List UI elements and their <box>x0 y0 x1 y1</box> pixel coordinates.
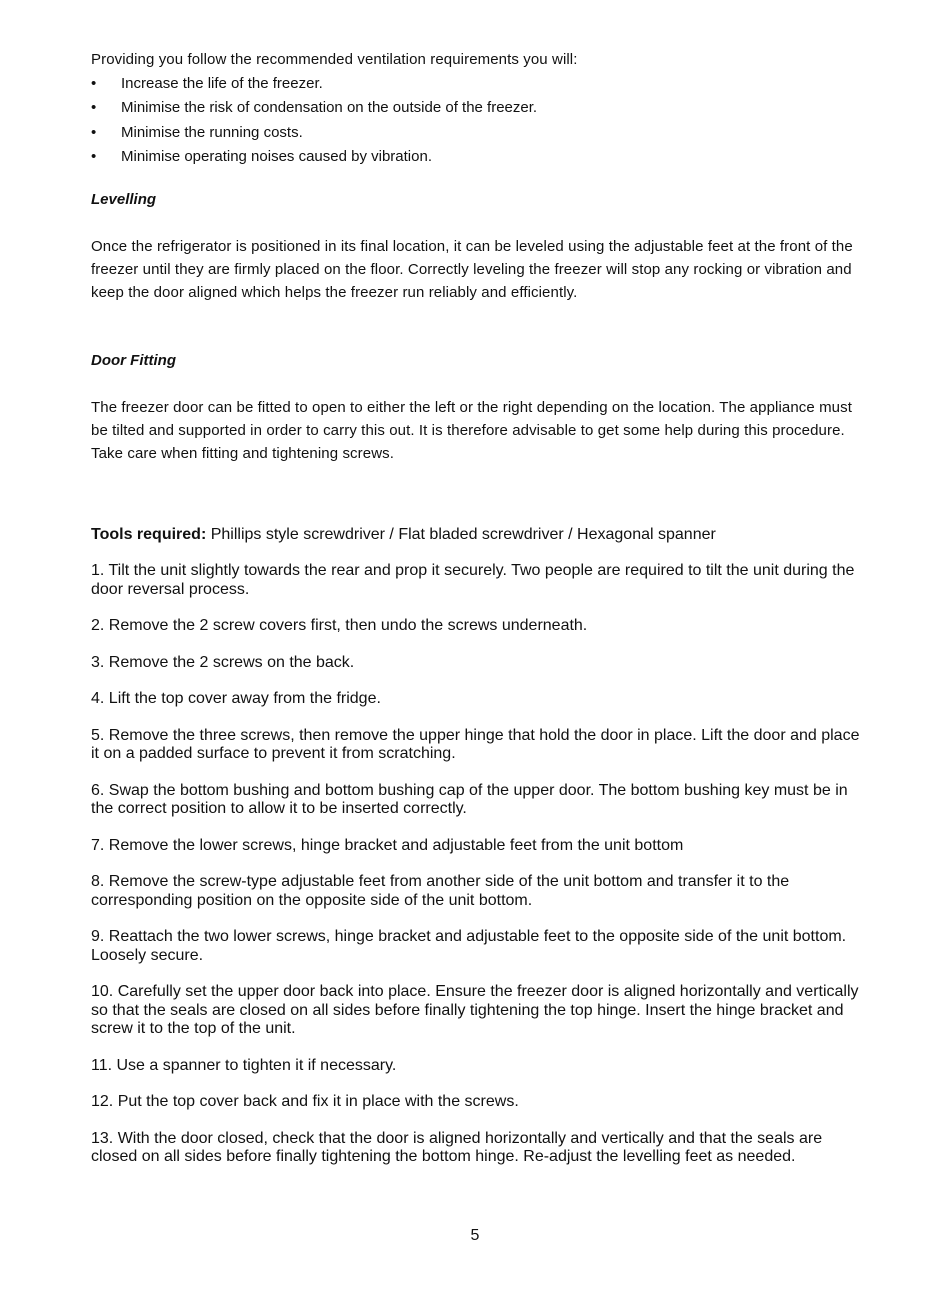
list-item-text: Increase the life of the freezer. <box>121 75 323 92</box>
bullet-icon: • <box>91 123 97 141</box>
door-reversal-steps <box>91 562 863 1185</box>
step-item: 7. Remove the lower screws, hinge bracket and adjustable feet from the unit bottom <box>91 836 684 854</box>
step-item: 2. Remove the 2 screw covers first, then undo the screws underneath. <box>91 617 588 634</box>
levelling-paragraph: Once the refrigerator is positioned in its final location, it can be leveled using the adjustable feet at the front of the freezer until they are firmly placed on the floor. Correctly leveling the freezer will stop any rocking or vibration and keep the door aligned which helps the freezer run reliably and efficiently. <box>91 238 853 301</box>
step-item: 3. Remove the 2 screws on the back. <box>91 653 355 671</box>
step-item: 8. Remove the screw-type adjustable feet from another side of the unit bottom and transfer it to the corresponding position on the opposite side of the unit bottom. <box>91 873 790 909</box>
benefits-list <box>91 72 871 169</box>
intro-text: Providing you follow the recommended ventilation requirements you will: <box>91 51 578 68</box>
bullet-icon: • <box>91 147 97 165</box>
list-item <box>91 72 871 96</box>
bullet-icon: • <box>91 99 97 117</box>
list-item <box>91 145 871 169</box>
tools-label: Tools required: <box>91 526 207 543</box>
tools-required <box>91 525 871 545</box>
step-item: 6. Swap the bottom bushing and bottom bushing cap of the upper door. The bottom bushing key must be in the correct position to allow it to be inserted correctly. <box>91 781 848 817</box>
bullet-icon: • <box>91 75 97 92</box>
list-item-text: Minimise operating noises caused by vibration. <box>121 147 432 165</box>
step-item: 4. Lift the top cover away from the fridge. <box>91 690 381 707</box>
step-item: 10. Carefully set the upper door back into place. Ensure the freezer door is aligned horizontally and vertically so that the seals are closed on all sides before finally tightening the top hinge. Insert the hinge bracket and screw it to the top of the unit. <box>91 983 859 1037</box>
step-item: 13. With the door closed, check that the door is aligned horizontally and vertically and that the seals are closed on all sides before finally tightening the bottom hinge. Re-adjust the levelling feet as needed. <box>91 1129 823 1165</box>
step-item: 12. Put the top cover back and fix it in place with the screws. <box>91 1093 519 1110</box>
levelling-heading: Levelling <box>91 191 157 208</box>
list-item-text: Minimise the risk of condensation on the outside of the freezer. <box>121 99 538 117</box>
step-item: 9. Reattach the two lower screws, hinge bracket and adjustable feet to the opposite side of the unit bottom. Loosely secure. <box>91 928 847 964</box>
list-item-text: Minimise the running costs. <box>121 123 303 141</box>
tools-value: Phillips style screwdriver / Flat bladed screwdriver / Hexagonal spanner <box>206 526 716 543</box>
step-item: 5. Remove the three screws, then remove the upper hinge that hold the door in place. Lift the door and place it on a padded surface to prevent it from scratching. <box>91 726 860 762</box>
page-number: 5 <box>470 1227 480 1244</box>
door-fitting-paragraph: The freezer door can be fitted to open to either the left or the right depending on the location. The appliance must be tilted and supported in order to carry this out. It is therefore advisable to get some help during this procedure. Take care when fitting and tightening screws. <box>91 399 852 462</box>
door-fitting-heading: Door Fitting <box>91 352 176 369</box>
step-item: 11. Use a spanner to tighten it if necessary. <box>91 1056 397 1074</box>
list-item <box>91 121 871 145</box>
list-item <box>91 96 871 120</box>
step-item: 1. Tilt the unit slightly towards the rear and prop it securely. Two people are required to tilt the unit during the door reversal process. <box>91 562 855 598</box>
